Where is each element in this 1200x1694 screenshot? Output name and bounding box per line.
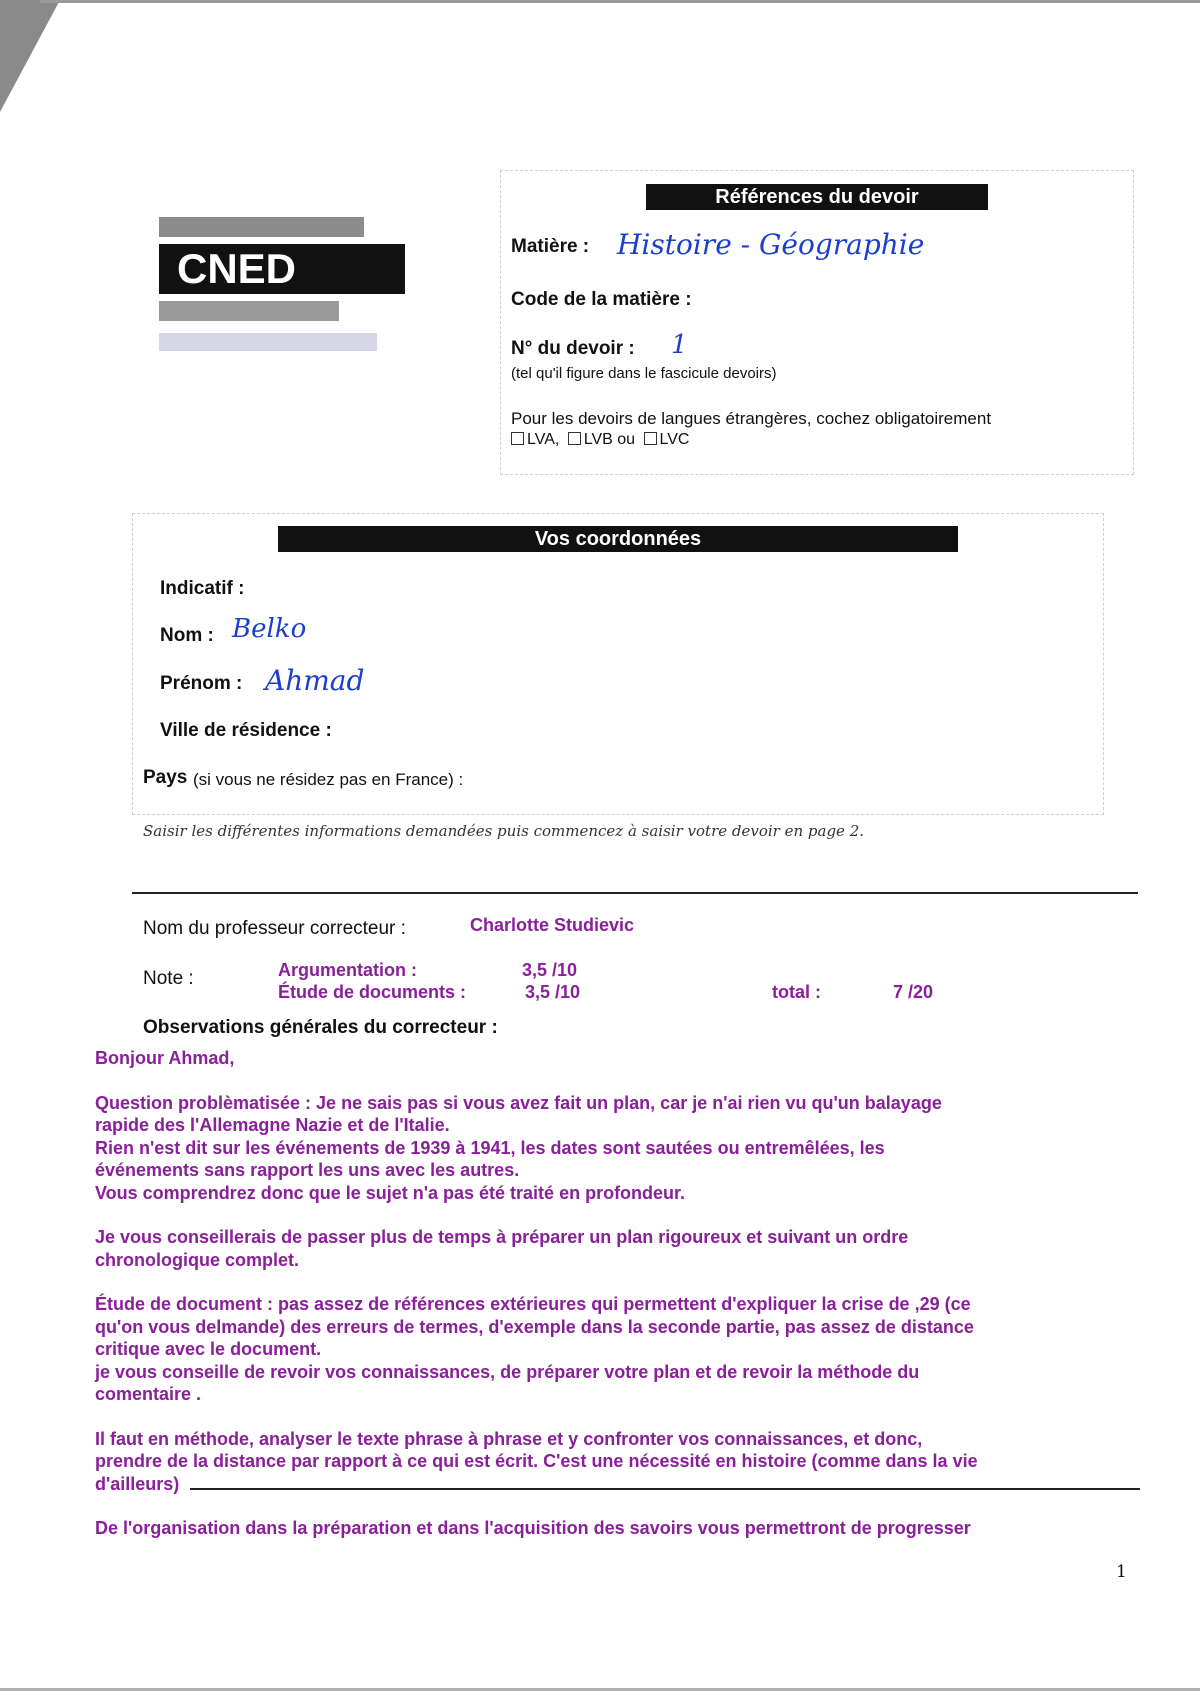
section-divider: [132, 892, 1138, 894]
logo-stripe-mid: [159, 301, 339, 321]
argumentation-value: 3,5 /10: [522, 960, 578, 980]
lva-label: LVA,: [527, 431, 560, 448]
devoir-label: N° du devoir :: [511, 338, 635, 359]
comment-line: Étude de document : pas assez de références extérieures qui permettent d'expliquer la crise de ,29 (ce: [95, 1294, 971, 1314]
logo-stripe-top: [159, 217, 364, 237]
comment-line: Je vous conseillerais de passer plus de temps à préparer un plan rigoureux et suivant un ordre: [95, 1227, 909, 1247]
matiere-value: Histoire - Géographie: [617, 228, 925, 261]
scan-top-edge: [40, 0, 1200, 3]
nom-label: Nom :: [160, 625, 214, 646]
etude-value: 3,5 /10: [525, 982, 581, 1002]
correcteur-comments: [95, 1047, 1135, 1540]
comment-line: chronologique complet.: [95, 1249, 300, 1270]
references-box: [500, 170, 1134, 475]
matiere-label: Matière :: [511, 236, 590, 257]
comment-line: prendre de la distance par rapport à ce qui est écrit. C'est une nécessité en histoire (comme dans la vie: [95, 1451, 978, 1471]
comment-line: Vous comprendrez donc que le sujet n'a pas été traité en profondeur.: [95, 1182, 686, 1203]
etude-label: Étude de documents :: [278, 982, 467, 1002]
indicatif-label: Indicatif :: [160, 578, 245, 599]
lvc-label: LVC: [659, 431, 690, 448]
note-label: Note :: [143, 968, 194, 989]
scan-corner: [0, 0, 60, 112]
instructions-text: Saisir les différentes informations demandées puis commencez à saisir votre devoir en page 2.: [143, 822, 865, 840]
nom-value: Belko: [232, 614, 307, 644]
devoir-note: (tel qu'il figure dans le fascicule devoirs): [511, 365, 777, 382]
lva-checkbox[interactable]: [511, 432, 524, 445]
ville-label: Ville de résidence :: [160, 720, 332, 741]
comment-line: Rien n'est dit sur les événements de 1939 à 1941, les dates sont sautées ou entremêlées, les: [95, 1137, 885, 1158]
cned-logo: CNED: [159, 244, 405, 294]
devoir-value: 1: [671, 330, 688, 360]
langues-text: Pour les devoirs de langues étrangères, cochez obligatoirement: [511, 409, 992, 428]
comment-line: De l'organisation dans la préparation et dans l'acquisition des savoirs vous permettront de progresser: [95, 1518, 971, 1538]
lvc-checkbox[interactable]: [644, 432, 657, 445]
pays-label: Pays: [143, 767, 188, 788]
lvb-checkbox[interactable]: [568, 432, 581, 445]
comment-line: événements sans rapport les uns avec les autres.: [95, 1160, 520, 1180]
coordonnees-header: Vos coordonnées: [278, 526, 958, 552]
code-matiere-label: Code de la matière :: [511, 289, 692, 310]
lvb-label: LVB ou: [583, 431, 636, 448]
pays-note: (si vous ne résidez pas en France) :: [193, 770, 464, 789]
comment-line: critique avec le document.: [95, 1339, 322, 1359]
langues-options: [511, 431, 689, 449]
comment-line: comentaire .: [95, 1384, 202, 1404]
comment-line: qu'on vous delmande) des erreurs de termes, d'exemple dans la seconde partie, pas assez de distance: [95, 1316, 974, 1337]
comment-line: je vous conseille de revoir vos connaissances, de préparer votre plan et de revoir la méthode du: [95, 1361, 920, 1382]
prenom-value: Ahmad: [265, 664, 365, 697]
comment-line: Question problèmatisée : Je ne sais pas si vous avez fait un plan, car je n'ai rien vu qu'un balayage: [95, 1092, 942, 1113]
prenom-label: Prénom :: [160, 673, 243, 694]
comment-line: Il faut en méthode, analyser le texte phrase à phrase et y confronter vos connaissances, et donc,: [95, 1428, 923, 1449]
professeur-value: Charlotte Studievic: [470, 915, 635, 935]
comment-greeting: Bonjour Ahmad,: [95, 1048, 235, 1068]
comment-divider: [190, 1488, 1140, 1490]
page-number: 1: [1116, 1562, 1127, 1582]
total-value: 7 /20: [893, 982, 934, 1002]
scan-bottom-edge: [0, 1688, 1200, 1691]
references-header: Références du devoir: [646, 184, 988, 210]
logo-stripe-bottom: [159, 333, 377, 351]
argumentation-label: Argumentation :: [278, 960, 417, 980]
professeur-label: Nom du professeur correcteur :: [143, 918, 406, 939]
total-label: total :: [772, 982, 821, 1002]
comment-line: rapide des l'Allemagne Nazie et de l'Italie.: [95, 1115, 450, 1135]
observations-label: Observations générales du correcteur :: [143, 1017, 498, 1038]
comment-line: d'ailleurs): [95, 1473, 180, 1494]
